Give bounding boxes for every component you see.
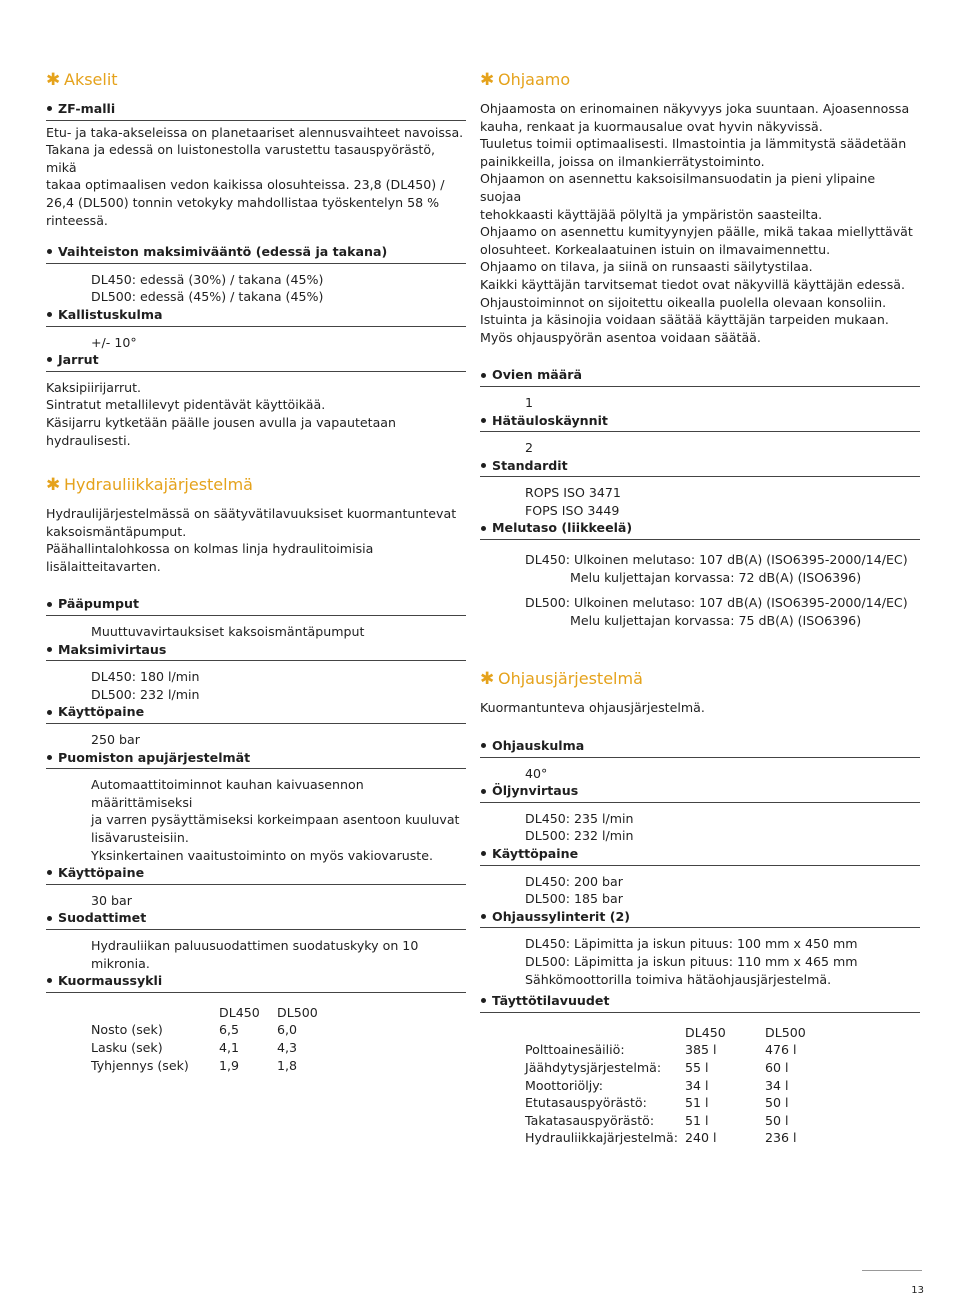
cell-value: 34 l — [685, 1077, 709, 1093]
bullet-icon — [481, 526, 486, 531]
bullet-icon — [47, 870, 52, 875]
cell-value: 240 l — [685, 1130, 717, 1146]
subheading-jarrut: Jarrut — [46, 351, 466, 372]
text-line: Myös ohjauspyörän asentoa voidaan säätää. — [480, 329, 761, 345]
section-title: Ohjausjärjestelmä — [498, 669, 643, 689]
cell-value: 6,0 — [277, 1022, 298, 1038]
cell-value: 50 l — [765, 1112, 789, 1128]
text-line: Takana ja edessä on luistonestolla varustettu tasauspyörästö, mikä — [46, 142, 436, 175]
value-line: DL500: Läpimitta ja iskun pituus: 110 mm x 465 mm — [525, 953, 858, 969]
value-line: Sähkömoottorilla toimiva hätäohjausjärjestelmä. — [525, 971, 832, 987]
subheading-ohjaussylinterit: Ohjaussylinterit (2) — [480, 908, 920, 929]
bullet-icon — [481, 418, 486, 423]
section-title: Hydrauliikkajärjestelmä — [64, 475, 253, 495]
cell-value: 6,5 — [219, 1022, 240, 1038]
row-label: Takatasauspyörästö: — [525, 1112, 655, 1128]
value-line: DL450: 235 l/min — [525, 810, 634, 826]
text-line: kauha, renkaat ja kuormausalue ovat hyvin näkyvissä. — [480, 118, 823, 134]
cell-value: 34 l — [765, 1077, 789, 1093]
bullet-icon — [47, 106, 52, 111]
text-line: Istuinta ja käsinojia voidaan säätää käyttäjän tarpeiden mukaan. — [480, 312, 889, 328]
subheading-tayttotilavuudet: Täyttötilavuudet — [480, 992, 920, 1013]
subheading-kallistuskulma: Kallistuskulma — [46, 306, 466, 327]
table-row — [525, 1041, 806, 1059]
text-line: olosuhteet. Korkealaatuinen istuin on ilmavaimennettu. — [480, 241, 831, 257]
subheading-ovien-maara: Ovien määrä — [480, 366, 920, 387]
asterisk-icon: ✱ — [480, 70, 495, 90]
text-line: Hydraulijärjestelmässä on säätyvätilavuuksiset kuormantuntevat — [46, 506, 457, 522]
section-ohjausjarjestelma — [480, 669, 920, 689]
column-header: DL450 — [219, 1004, 260, 1020]
value-line: lisävarusteisiin. — [91, 830, 189, 845]
bullet-icon — [47, 312, 52, 317]
bullet-icon — [481, 998, 486, 1003]
subheading-standardit: Standardit — [480, 457, 920, 478]
value-line: DL500: 232 l/min — [91, 686, 200, 702]
value-line: +/- 10° — [91, 334, 137, 350]
value-line: DL450: Ulkoinen melutaso: 107 dB(A) (ISO6395-2000/14/EC) — [525, 552, 908, 568]
bullet-icon — [47, 978, 52, 983]
asterisk-icon: ✱ — [46, 475, 61, 496]
bullet-icon — [47, 710, 52, 715]
cell-value: 60 l — [765, 1059, 789, 1075]
value-line: ja varren pysäyttämiseksi korkeimpaan asentoon kuuluvat — [91, 812, 460, 828]
section-akselit — [46, 70, 466, 90]
value-line: ROPS ISO 3471 — [525, 485, 621, 501]
column-header: DL500 — [277, 1004, 318, 1020]
bullet-icon — [47, 357, 52, 362]
bullet-icon — [47, 916, 52, 921]
cell-value: 51 l — [685, 1095, 709, 1111]
bullet-icon — [481, 373, 486, 378]
row-label: Nosto (sek) — [91, 1022, 163, 1038]
column-header: DL500 — [765, 1024, 806, 1040]
footer-divider — [862, 1270, 922, 1271]
subheading-kayttopaine: Käyttöpaine — [480, 845, 920, 866]
bullet-icon — [481, 743, 486, 748]
value-line: Muuttuvavirtauksiset kaksoismäntäpumput — [91, 624, 365, 640]
text-line: kaksoismäntäpumput. — [46, 523, 187, 539]
text-line: Ohjaustoiminnot on sijoitettu oikealla puolella olevaan konsoliin. — [480, 294, 887, 310]
table-row — [91, 1057, 318, 1075]
row-label: Jäähdytysjärjestelmä: — [525, 1059, 662, 1075]
bullet-icon — [47, 602, 52, 607]
subheading-maksimivirtaus: Maksimivirtaus — [46, 641, 466, 662]
value-line: Melu kuljettajan korvassa: 72 dB(A) (ISO6396) — [570, 569, 862, 585]
value-line: DL500: 185 bar — [525, 891, 623, 907]
value-line: DL450: 200 bar — [525, 873, 623, 889]
text-line: Käsijarru kytketään päälle jousen avulla ja vapautetaan hydraulisesti. — [46, 414, 396, 448]
section-title: Akselit — [64, 70, 118, 89]
subheading-suodattimet: Suodattimet — [46, 909, 466, 930]
subheading-ohjauskulma: Ohjauskulma — [480, 737, 920, 758]
table-row — [525, 1077, 806, 1095]
value-line: 30 bar — [91, 892, 132, 908]
value-line: 250 bar — [91, 732, 140, 748]
bullet-icon — [481, 914, 486, 919]
asterisk-icon: ✱ — [480, 669, 495, 690]
cell-value: 51 l — [685, 1112, 709, 1128]
value-line: DL450: Läpimitta ja iskun pituus: 100 mm x 450 mm — [525, 936, 858, 952]
subheading-oljynvirtaus: Öljynvirtaus — [480, 782, 920, 803]
text-line: Ohjaamosta on erinomainen näkyvyys joka suuntaan. Ajoasennossa — [480, 101, 910, 116]
row-label: Hydrauliikkajärjestelmä: — [525, 1130, 678, 1146]
text-line: 26,4 (DL500) tonnin vetokyky mahdollistaa työskentelyn 58 % rinteessä. — [46, 194, 440, 228]
page-number: 13 — [911, 1285, 924, 1296]
subheading-zf-malli: ZF-malli — [46, 100, 466, 121]
text-line: Kaksipiirijarrut. — [46, 379, 142, 395]
bullet-icon — [481, 851, 486, 856]
table-row — [525, 1129, 806, 1147]
cell-value: 4,1 — [219, 1039, 240, 1055]
cell-value: 4,3 — [277, 1039, 298, 1055]
bullet-icon — [47, 647, 52, 652]
value-line: 1 — [525, 394, 534, 410]
row-label: Polttoainesäiliö: — [525, 1042, 625, 1058]
asterisk-icon: ✱ — [46, 70, 61, 90]
value-line: 2 — [525, 440, 534, 456]
cell-value: 385 l — [685, 1042, 717, 1058]
value-line: DL500: Ulkoinen melutaso: 107 dB(A) (ISO6395-2000/14/EC) — [525, 595, 908, 611]
value-line: Automaattitoiminnot kauhan kaivuasennon määrittämiseksi — [91, 777, 364, 810]
table-header-row — [525, 1024, 806, 1042]
subheading-melutaso: Melutaso (liikkeelä) — [480, 519, 920, 540]
text-line: Ohjaamon on asennettu kaksoisilmansuodatin ja pieni ylipaine suojaa — [480, 171, 876, 204]
text-line: Ohjaamo on tilava, ja siinä on runsaasti säilytystilaa. — [480, 259, 813, 275]
kuormaussykli-table — [91, 1004, 318, 1074]
subheading-kuormaussykli: Kuormaussykli — [46, 972, 466, 993]
text-line: Tuuletus toimii optimaalisesti. Ilmastointia ja lämmitystä säädetään — [480, 136, 907, 152]
value-line: DL450: 180 l/min — [91, 669, 200, 685]
column-header: DL450 — [685, 1024, 726, 1040]
text-line: painikkeilla, joissa on ilmankierrätystoiminto. — [480, 153, 765, 169]
cell-value: 1,9 — [219, 1057, 240, 1073]
bullet-icon — [481, 463, 486, 468]
value-line: Melu kuljettajan korvassa: 75 dB(A) (ISO6396) — [570, 612, 862, 628]
section-ohjaamo — [480, 70, 920, 90]
cell-value: 55 l — [685, 1059, 709, 1075]
table-row — [91, 1021, 318, 1039]
table-row — [525, 1112, 806, 1130]
left-column — [46, 64, 466, 1074]
text-line: Ohjaamo on asennettu kumityynyjen päälle, mikä takaa miellyttävät — [480, 224, 913, 240]
text-line: Sintratut metallilevyt pidentävät käyttöikää. — [46, 397, 326, 413]
subheading-kayttopaine: Käyttöpaine — [46, 703, 466, 724]
subheading-vaihteisto: Vaihteiston maksimivääntö (edessä ja takana) — [46, 243, 466, 264]
table-row — [525, 1094, 806, 1112]
subheading-puomisto: Puomiston apujärjestelmät — [46, 749, 466, 770]
row-label: Tyhjennys (sek) — [91, 1057, 189, 1073]
table-row — [91, 1039, 318, 1057]
table-header-row — [91, 1004, 318, 1022]
value-line: Yksinkertainen vaaitustoiminto on myös vakiovaruste. — [91, 847, 433, 863]
subheading-paapumput: Pääpumput — [46, 595, 466, 616]
table-row — [525, 1059, 806, 1077]
text-line: tehokkaasti käyttäjää pölyltä ja ympäristön saasteilta. — [480, 206, 823, 222]
right-column — [480, 64, 920, 1147]
subheading-kayttopaine-2: Käyttöpaine — [46, 864, 466, 885]
section-hydrauliikka — [46, 475, 466, 495]
bullet-icon — [481, 789, 486, 794]
cell-value: 236 l — [765, 1130, 797, 1146]
value-line: DL500: 232 l/min — [525, 828, 634, 844]
text-line: Kuormantunteva ohjausjärjestelmä. — [480, 700, 705, 716]
row-label: Moottoriöljy: — [525, 1077, 604, 1093]
text-line: Etu- ja taka-akseleissa on planetaariset alennusvaihteet navoissa. — [46, 124, 464, 140]
subheading-hatauloskaynnit: Hätäuloskäynnit — [480, 412, 920, 433]
cell-value: 50 l — [765, 1095, 789, 1111]
value-line: FOPS ISO 3449 — [525, 502, 620, 518]
text-line: Päähallintalohkossa on kolmas linja hydraulitoimisia lisälaitteitavarten. — [46, 541, 374, 574]
bullet-icon — [47, 755, 52, 760]
cell-value: 1,8 — [277, 1057, 298, 1073]
text-line: Kaikki käyttäjän tarvitsemat tiedot ovat näkyvillä käyttäjän edessä. — [480, 276, 906, 292]
row-label: Etutasauspyörästö: — [525, 1095, 647, 1111]
bullet-icon — [47, 249, 52, 254]
text-line: takaa optimaalisen vedon kaikissa olosuhteissa. 23,8 (DL450) / — [46, 177, 445, 193]
cell-value: 476 l — [765, 1042, 797, 1058]
value-line: DL500: edessä (45%) / takana (45%) — [91, 289, 324, 305]
section-title: Ohjaamo — [498, 70, 571, 89]
value-line: DL450: edessä (30%) / takana (45%) — [91, 271, 324, 287]
tayttotilavuudet-table — [525, 1024, 806, 1147]
value-line: 40° — [525, 765, 548, 781]
value-line: Hydrauliikan paluusuodattimen suodatuskyky on 10 mikronia. — [91, 937, 419, 971]
row-label: Lasku (sek) — [91, 1039, 163, 1055]
